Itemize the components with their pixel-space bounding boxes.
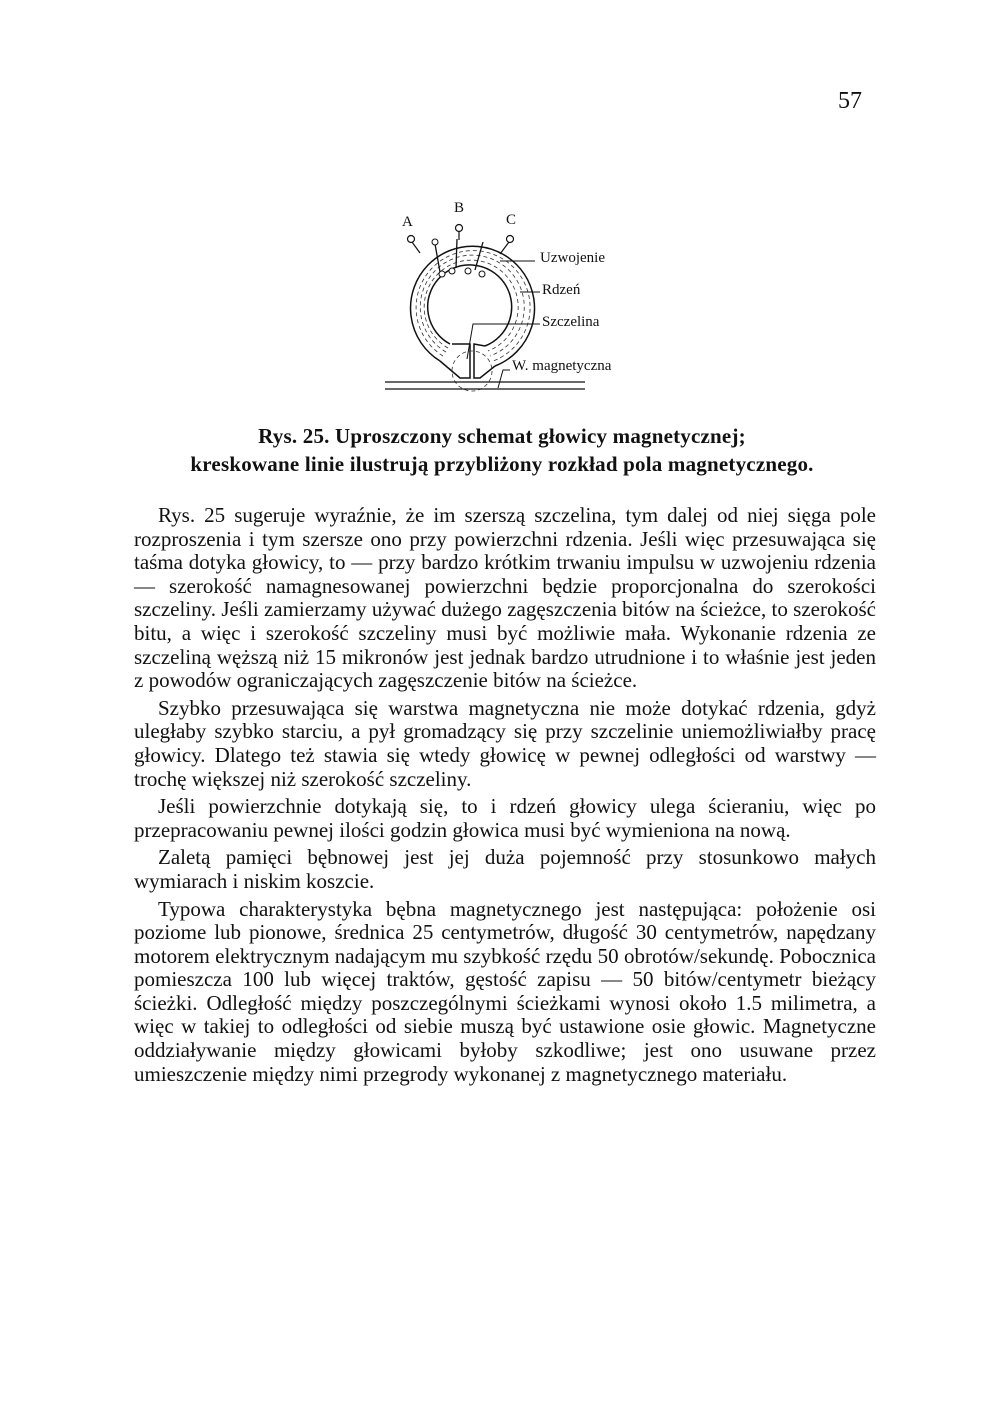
- gap-label: Szczelina: [542, 314, 600, 330]
- paragraph: Zaletą pamięci bębnowej jest jej duża pojemność przy stosunkowo małych wymiarach i niskim koszcie.: [134, 845, 876, 893]
- paragraph: Typowa charakterystyka bębna magnetycznego jest następująca: położenie osi poziome lub pionowe, średnica 25 centymetrów, długość 30 centymetrów, napędzany motorem elektrycznym nadającym mu szybkość rzędu 50 obrotów/sekundę. Pobocznica pomieszcza 100 lub więcej traktów, gęstość zapisu — 50 bitów/centymetr bieżący ścieżki. Odległość między poszczególnymi ścieżkami wynosi około 1.5 milimetra, a więc w takiej to odległości od siebie muszą być ustawione osie głowic. Magnetyczne oddziaływanie między głowicami byłoby szkodliwe; jest ono usuwane przez umieszczenie między nimi przegrody wykonanej z magnetycznego materiału.: [134, 896, 876, 1086]
- terminal-a-label: A: [402, 214, 413, 230]
- winding-label: Uzwojenie: [540, 250, 605, 266]
- terminal-b-label: B: [454, 200, 465, 216]
- body-text: [134, 504, 876, 1090]
- paragraph: Szybko przesuwająca się warstwa magnetyczna nie może dotykać rdzenia, gdyż uległaby szybko starciu, a pył gromadzący się przy szczelinie uniemożliwiałby pracę głowicy. Dlatego też stawia się wtedy głowicę w pewnej odległości od warstwy — trochę większej niż szerokość szczeliny.: [134, 695, 876, 791]
- caption-line-2: kreskowane linie ilustrują przybliżony rozkład pola magnetycznego.: [190, 452, 814, 476]
- magnetic-head-diagram: [360, 196, 660, 406]
- paragraph: Jeśli powierzchnie dotykają się, to i rdzeń głowicy ulega ścieraniu, więc po przepracowaniu pewnej ilości godzin głowica musi być wymieniona na nową.: [134, 794, 876, 842]
- core-label: Rdzeń: [542, 282, 581, 298]
- paragraph: Rys. 25 sugeruje wyraźnie, że im szerszą szczelina, tym dalej od niej sięga pole rozproszenia i tym szersze ono przy powierzchni rdzenia. Jeśli więc przesuwająca się taśma dotyka głowicy, to — przy bardzo krótkim trwaniu impulsu w uzwojeniu rdzenia — szerokość namagnesowanej powierzchni będzie proporcjonalna do szerokości szczeliny. Jeśli zamierzamy używać dużego zagęszczenia bitów na ścieżce, to szerokość bitu, a więc i szerokość szczeliny musi być możliwie mała. Wykonanie rdzenia ze szczeliną węższą niż 15 mikronów jest jednak bardzo utrudnione i to właśnie jest jeden z powodów ograniczających zagęszczenie bitów na ścieżce.: [134, 503, 876, 693]
- terminal-c-label: C: [506, 212, 517, 228]
- magnetic-layer-label: W. magnetyczna: [512, 358, 612, 374]
- page-number: 57: [838, 88, 862, 114]
- caption-line-1: Rys. 25. Uproszczony schemat głowicy magnetycznej;: [258, 424, 746, 448]
- figure-caption: [134, 422, 870, 478]
